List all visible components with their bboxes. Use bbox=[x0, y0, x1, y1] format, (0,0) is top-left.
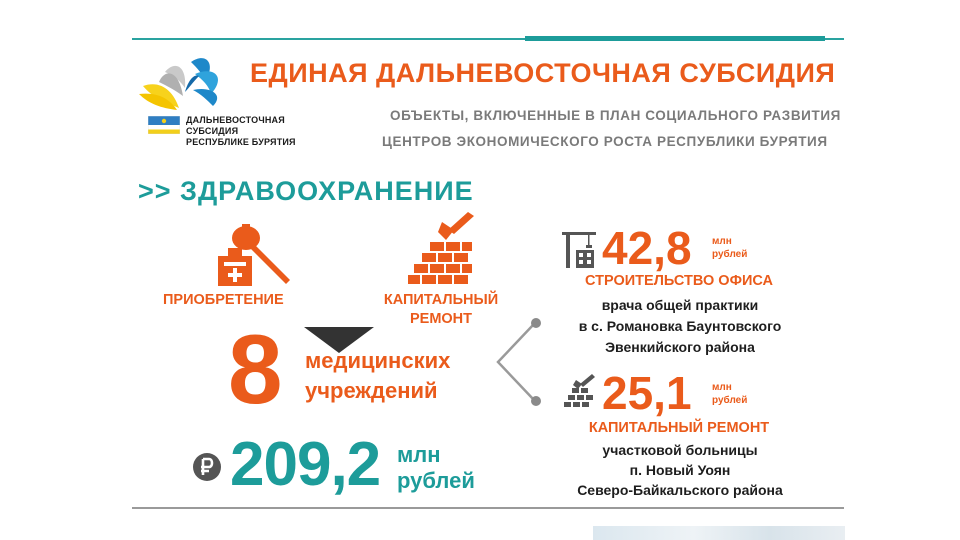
top-divider-accent bbox=[525, 36, 825, 41]
project-1-title: СТРОИТЕЛЬСТВО ОФИСА bbox=[585, 273, 773, 289]
page-title: ЕДИНАЯ ДАЛЬНЕВОСТОЧНАЯ СУБСИДИЯ bbox=[250, 58, 836, 88]
project-1-unit-line-1: млн bbox=[712, 236, 732, 247]
purchase-label: ПРИОБРЕТЕНИЕ bbox=[163, 292, 284, 308]
brick-wall-trowel-icon bbox=[408, 208, 480, 292]
logo-line-1: ДАЛЬНЕВОСТОЧНАЯ bbox=[186, 115, 285, 125]
photo-strip bbox=[593, 526, 845, 540]
project-2-amount: 25,1 bbox=[602, 367, 692, 419]
project-2-desc-line-2: п. Новый Уоян bbox=[629, 462, 731, 478]
logo-line-3: РЕСПУБЛИКЕ БУРЯТИЯ bbox=[186, 137, 296, 147]
institutions-label-line-2: учреждений bbox=[305, 378, 438, 403]
project-1-amount: 42,8 bbox=[602, 222, 692, 274]
subtitle-line-1: ОБЪЕКТЫ, ВКЛЮЧЕННЫЕ В ПЛАН СОЦИАЛЬНОГО РАЗВИТИЯ bbox=[390, 108, 841, 123]
repair-label-line-1: КАПИТАЛЬНЫЙ bbox=[383, 292, 499, 308]
project-2-title: КАПИТАЛЬНЫЙ РЕМОНТ bbox=[588, 420, 770, 436]
repair-label-line-2: РЕМОНТ bbox=[409, 311, 473, 327]
construction-crane-icon bbox=[562, 228, 598, 272]
total-unit-line-2: рублей bbox=[397, 468, 475, 493]
total-unit-line-1: млн bbox=[397, 442, 441, 467]
subtitle-line-2: ЦЕНТРОВ ЭКОНОМИЧЕСКОГО РОСТА РЕСПУБЛИКИ БУРЯТИЯ bbox=[382, 134, 828, 149]
total-amount: 209,2 bbox=[230, 430, 381, 499]
project-2-unit-line-2: рублей bbox=[712, 395, 748, 406]
project-1-desc-line-3: Эвенкийского района bbox=[605, 339, 755, 355]
project-2-desc-line-3: Северо-Байкальского района bbox=[577, 482, 783, 498]
project-1-desc-line-1: врача общей практики bbox=[601, 297, 759, 313]
section-title: >> ЗДРАВООХРАНЕНИЕ bbox=[138, 176, 474, 206]
logo-line-2: СУБСИДИЯ bbox=[186, 126, 239, 136]
bottom-divider bbox=[132, 507, 844, 509]
project-1-desc-line-2: в с. Романовка Баунтовского bbox=[578, 318, 782, 334]
medical-equipment-icon bbox=[210, 218, 294, 292]
project-2-desc-line-1: участковой больницы bbox=[602, 442, 758, 458]
brick-wall-trowel-icon bbox=[562, 374, 596, 414]
project-2-unit-line-1: млн bbox=[712, 382, 732, 393]
institutions-count: 8 bbox=[228, 314, 283, 424]
ruble-icon bbox=[192, 452, 222, 486]
institutions-label-line-1: медицинских bbox=[305, 348, 451, 373]
project-1-unit-line-2: рублей bbox=[712, 249, 748, 260]
buryatia-flag-icon bbox=[148, 116, 180, 134]
lotus-logo-icon bbox=[135, 52, 235, 122]
